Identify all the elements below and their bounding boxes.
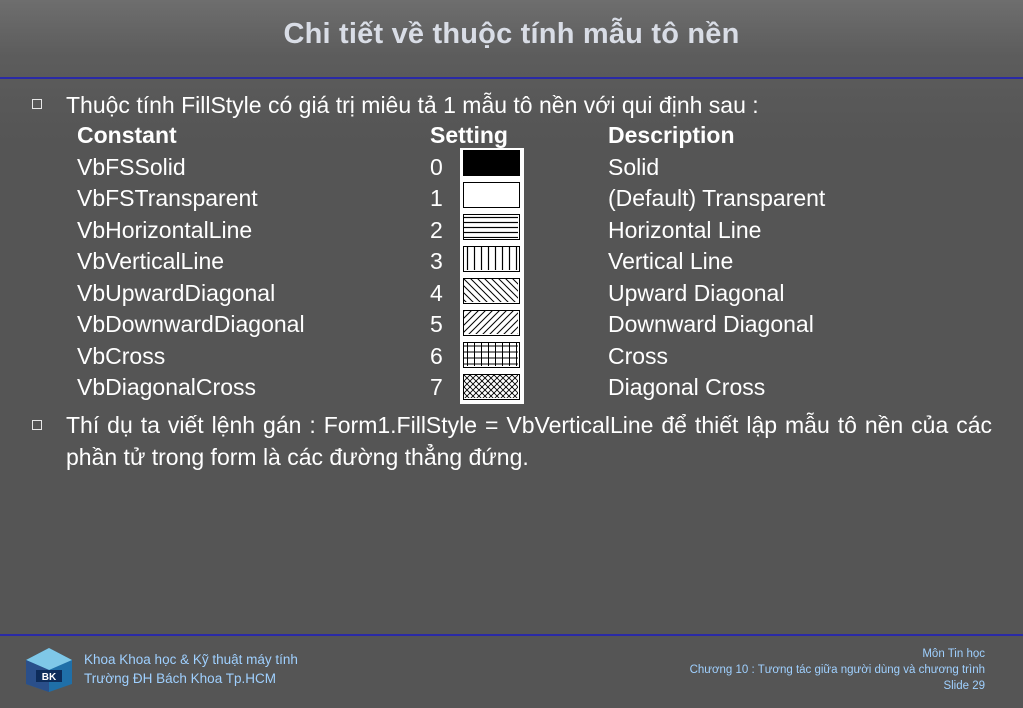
downward-diagonal-swatch-icon [463, 310, 520, 336]
row-constant: VbFSSolid [77, 153, 186, 180]
row-setting: 0 [430, 153, 443, 180]
row-constant: VbFSTransparent [77, 185, 258, 211]
chapter-name: Chương 10 : Tương tác giữa người dùng và chương trình [689, 664, 985, 676]
row-description: Upward Diagonal [608, 279, 785, 306]
row-description: Horizontal Line [608, 216, 762, 243]
logo-text: BK [41, 672, 57, 683]
row-setting: 6 [430, 342, 443, 369]
horizontal-lines-swatch-icon [463, 214, 520, 240]
bullet-square-icon [32, 99, 42, 109]
slide-number: Slide 29 [943, 680, 985, 692]
pattern-swatch-panel [460, 148, 524, 404]
row-constant: VbDiagonalCross [77, 374, 256, 400]
row-constant: VbDownwardDiagonal [77, 311, 305, 337]
upward-diagonal-swatch-icon [463, 278, 520, 304]
university-logo-icon [22, 646, 76, 694]
title-divider [0, 77, 1023, 79]
table-header-row [77, 119, 877, 151]
cross-hatch-swatch-icon [463, 342, 520, 368]
example-text: Thí dụ ta viết lệnh gán : Form1.FillStyle = VbVerticalLine để thiết lập mẫu tô nền của các phần tử trong form là các đường thẳng đứng. [66, 412, 992, 470]
university-name: Trường ĐH Bách Khoa Tp.HCM [84, 671, 276, 686]
header-setting: Setting [430, 122, 508, 148]
footer-right [690, 646, 985, 694]
vertical-lines-swatch-icon [463, 246, 520, 272]
row-description: Vertical Line [608, 248, 734, 274]
bullet-square-icon [32, 420, 42, 430]
row-description: (Default) Transparent [608, 185, 826, 211]
row-constant: VbHorizontalLine [77, 216, 253, 243]
row-setting: 1 [430, 185, 443, 211]
header-description: Description [608, 122, 735, 148]
fillstyle-table [77, 119, 877, 403]
solid-fill-swatch-icon [463, 150, 520, 176]
course-name: Môn Tin học [922, 648, 985, 660]
row-setting: 5 [430, 311, 443, 337]
footer-divider [0, 634, 1023, 636]
row-constant: VbVerticalLine [77, 248, 225, 274]
faculty-name: Khoa Khoa học & Kỹ thuật máy tính [84, 652, 298, 667]
row-constant: VbUpwardDiagonal [77, 279, 276, 306]
diagonal-cross-swatch-icon [463, 374, 520, 400]
row-setting: 3 [430, 248, 443, 274]
row-description: Diagonal Cross [608, 374, 766, 400]
row-constant: VbCross [77, 342, 166, 369]
row-setting: 2 [430, 216, 443, 243]
row-description: Cross [608, 342, 669, 369]
slide-title: Chi tiết về thuộc tính mẫu tô nền [283, 18, 740, 50]
header-constant: Constant [77, 122, 177, 148]
row-description: Solid [608, 153, 660, 180]
footer-left [84, 650, 298, 688]
row-setting: 4 [430, 279, 443, 306]
transparent-fill-swatch-icon [463, 182, 520, 208]
intro-text: Thuộc tính FillStyle có giá trị miêu tả 1 mẫu tô nền với qui định sau : [66, 92, 759, 118]
row-setting: 7 [430, 374, 443, 400]
row-description: Downward Diagonal [608, 311, 814, 337]
